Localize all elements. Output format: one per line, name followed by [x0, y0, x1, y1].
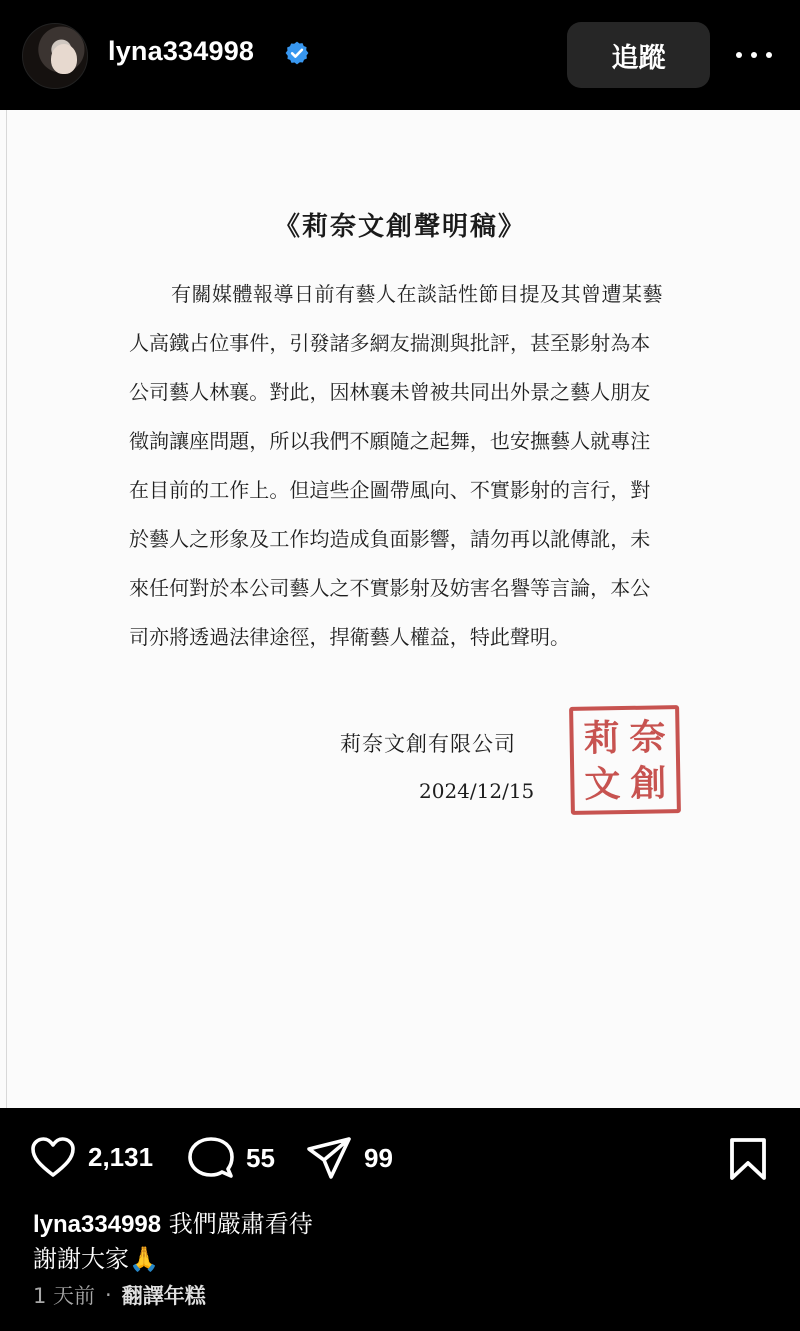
post-image[interactable] — [0, 110, 800, 1108]
seal-char: 奈 — [629, 716, 666, 759]
caption-username[interactable]: lyna334998 — [33, 1211, 162, 1238]
statement-line: 有關媒體報導日前有藝人在談話性節目提及其曾遭某藝 — [171, 282, 663, 306]
statement-line: 人高鐵占位事件，引發諸多網友揣測與批評，甚至影射為本 — [129, 331, 651, 355]
like-button[interactable] — [30, 1136, 153, 1178]
company-name: 莉奈文創有限公司 — [340, 732, 516, 756]
seal-char: 文 — [584, 763, 621, 806]
profile-avatar[interactable] — [22, 23, 88, 89]
statement-line: 來任何對於本公司藝人之不實影射及妨害名譽等言論，本公 — [129, 576, 651, 600]
share-count: 99 — [364, 1142, 393, 1173]
username-link[interactable]: lyna334998 — [108, 36, 255, 66]
heart-icon — [30, 1136, 76, 1178]
bookmark-icon — [729, 1138, 767, 1180]
send-icon — [306, 1136, 352, 1180]
action-bar — [0, 1108, 800, 1198]
seal-char: 創 — [630, 762, 667, 805]
dot — [736, 52, 742, 58]
seal-char: 莉 — [583, 717, 620, 760]
comment-count: 55 — [246, 1142, 275, 1173]
translate-link[interactable]: 翻譯年糕 — [121, 1284, 206, 1308]
post-header — [0, 0, 800, 110]
statement-date: 2024/12/15 — [419, 779, 535, 803]
separator: · — [105, 1283, 112, 1307]
statement-line: 司亦將透過法律途徑，捍衛藝人權益，特此聲明。 — [129, 625, 571, 649]
post-caption — [33, 1207, 313, 1276]
statement-title: 《莉奈文創聲明稿》 — [273, 212, 526, 242]
post-time: 1 天前 — [33, 1284, 96, 1308]
image-edge — [6, 110, 7, 1108]
verified-badge-icon — [284, 40, 310, 66]
company-seal — [569, 705, 681, 815]
save-button[interactable] — [729, 1138, 767, 1184]
share-button[interactable] — [306, 1136, 393, 1180]
follow-button[interactable]: 追蹤 — [567, 22, 710, 88]
dot — [751, 52, 757, 58]
statement-body — [129, 270, 691, 662]
statement-line: 在目前的工作上。但這些企圖帶風向、不實影射的言行，對 — [129, 478, 651, 502]
more-options-icon[interactable] — [734, 40, 774, 70]
comment-icon — [188, 1136, 234, 1180]
statement-line: 於藝人之形象及工作均造成負面影響，請勿再以訛傳訛，未 — [129, 527, 651, 551]
statement-line: 徵詢讓座問題，所以我們不願隨之起舞，也安撫藝人就專注 — [129, 429, 651, 453]
post-meta — [33, 1280, 206, 1310]
like-count: 2,131 — [88, 1141, 154, 1172]
caption-text: 我們嚴肅看待 — [168, 1210, 313, 1238]
statement-line: 公司藝人林襄。對此，因林襄未曾被共同出外景之藝人朋友 — [129, 380, 651, 404]
dot — [766, 52, 772, 58]
caption-text-line2: 謝謝大家🙏 — [33, 1245, 159, 1273]
comment-button[interactable] — [188, 1136, 275, 1180]
